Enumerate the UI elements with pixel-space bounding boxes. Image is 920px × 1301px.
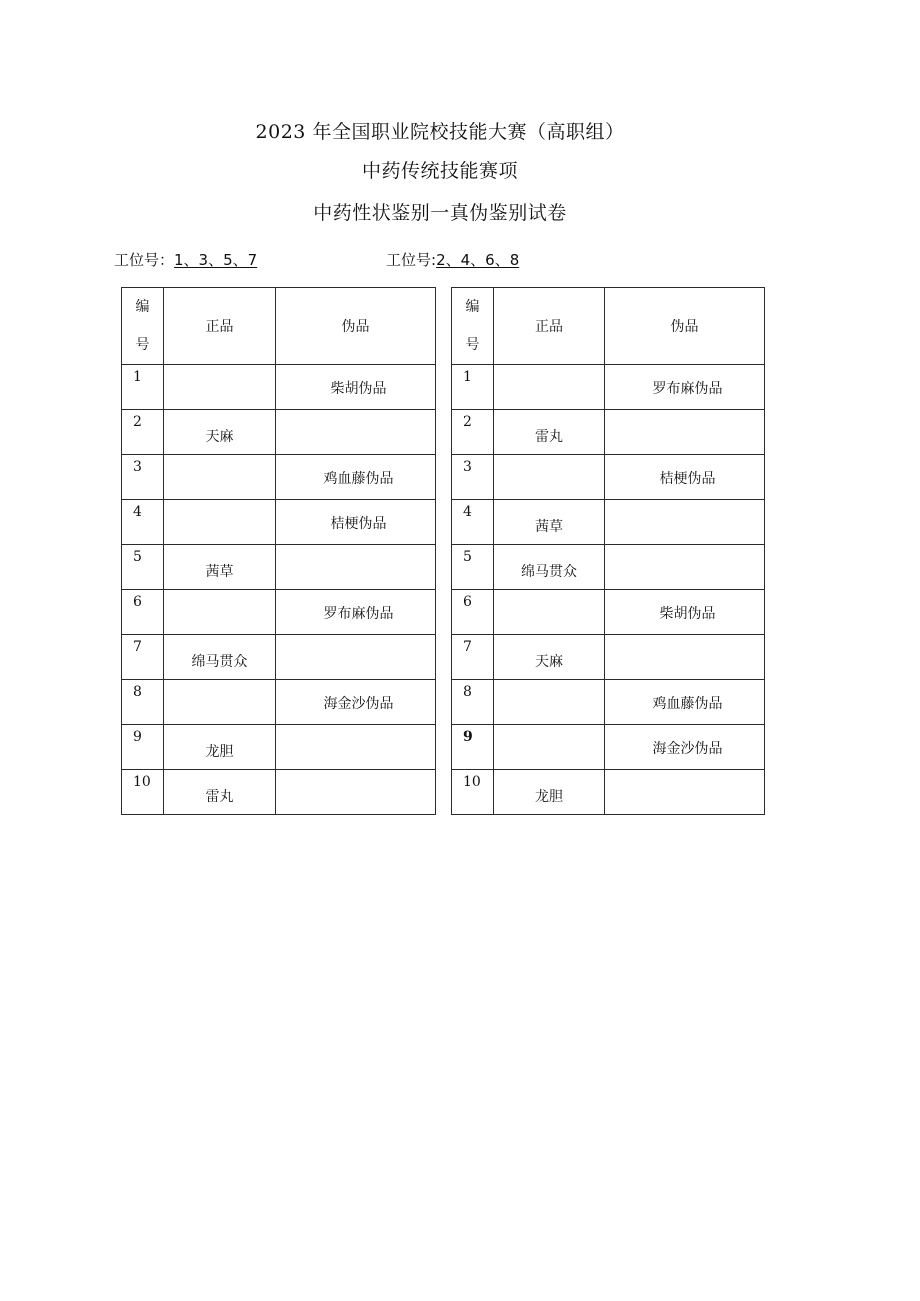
station-left-numbers: 1、3、5、7 xyxy=(174,251,258,269)
document-title-exam: 中药性状鉴别一真伪鉴别试卷 xyxy=(313,202,567,224)
row-genuine: 绵马贯众 xyxy=(494,545,605,590)
row-genuine: 绵马贯众 xyxy=(164,635,276,680)
row-genuine: 茜草 xyxy=(494,500,605,545)
station-right xyxy=(386,249,519,270)
table-row xyxy=(452,635,765,680)
row-fake xyxy=(276,410,436,455)
table-row xyxy=(452,455,765,500)
table-row xyxy=(122,365,436,410)
row-number: 8 xyxy=(452,680,494,725)
row-genuine xyxy=(164,500,276,545)
row-number: 9 xyxy=(452,725,494,770)
row-genuine xyxy=(494,680,605,725)
row-genuine xyxy=(164,455,276,500)
document-title-event: 中药传统技能赛项 xyxy=(361,160,518,182)
row-genuine xyxy=(494,725,605,770)
row-genuine: 天麻 xyxy=(164,410,276,455)
header-number xyxy=(122,288,164,365)
row-genuine xyxy=(164,680,276,725)
row-fake: 桔梗伪品 xyxy=(276,500,436,545)
table-row xyxy=(122,410,436,455)
table-row xyxy=(452,770,765,815)
row-fake: 鸡血藤伪品 xyxy=(605,680,765,725)
row-fake xyxy=(605,500,765,545)
left-answer-table xyxy=(121,287,436,815)
table-row xyxy=(122,725,436,770)
row-genuine: 茜草 xyxy=(164,545,276,590)
table-header-row xyxy=(122,288,436,365)
row-genuine xyxy=(494,590,605,635)
header-number-top: 编 xyxy=(465,299,480,315)
table-row xyxy=(122,770,436,815)
table-row xyxy=(122,590,436,635)
row-fake xyxy=(605,545,765,590)
header-number-bottom: 号 xyxy=(465,337,480,353)
row-genuine: 龙胆 xyxy=(164,725,276,770)
table-row xyxy=(122,500,436,545)
row-number: 3 xyxy=(122,455,164,500)
row-fake: 罗布麻伪品 xyxy=(276,590,436,635)
table-row xyxy=(122,455,436,500)
row-number: 2 xyxy=(452,410,494,455)
station-right-label: 工位号: xyxy=(386,251,437,269)
row-number: 2 xyxy=(122,410,164,455)
row-genuine: 雷丸 xyxy=(164,770,276,815)
row-number: 6 xyxy=(452,590,494,635)
row-genuine xyxy=(494,365,605,410)
row-number: 3 xyxy=(452,455,494,500)
header-fake: 伪品 xyxy=(605,288,765,365)
table-row xyxy=(452,410,765,455)
row-fake xyxy=(605,635,765,680)
row-genuine: 雷丸 xyxy=(494,410,605,455)
table-row xyxy=(452,545,765,590)
header-fake: 伪品 xyxy=(276,288,436,365)
row-genuine xyxy=(164,365,276,410)
row-fake: 柴胡伪品 xyxy=(605,590,765,635)
table-row xyxy=(452,680,765,725)
row-number: 7 xyxy=(452,635,494,680)
row-fake: 柴胡伪品 xyxy=(276,365,436,410)
row-genuine: 龙胆 xyxy=(494,770,605,815)
station-right-numbers: 2、4、6、8 xyxy=(436,251,520,269)
table-row xyxy=(122,680,436,725)
table-header-row xyxy=(452,288,765,365)
row-number: 4 xyxy=(122,500,164,545)
row-fake xyxy=(605,770,765,815)
right-answer-table xyxy=(451,287,765,815)
row-number: 5 xyxy=(122,545,164,590)
row-fake xyxy=(276,725,436,770)
row-genuine xyxy=(164,590,276,635)
header-number xyxy=(452,288,494,365)
row-fake: 桔梗伪品 xyxy=(605,455,765,500)
header-number-top: 编 xyxy=(135,299,150,315)
row-fake: 鸡血藤伪品 xyxy=(276,455,436,500)
document-title-competition: 2023 年全国职业院校技能大赛（高职组） xyxy=(255,121,625,143)
row-number: 5 xyxy=(452,545,494,590)
header-genuine: 正品 xyxy=(164,288,276,365)
row-number: 4 xyxy=(452,500,494,545)
row-number: 8 xyxy=(122,680,164,725)
table-row xyxy=(122,545,436,590)
row-number: 1 xyxy=(452,365,494,410)
row-number: 6 xyxy=(122,590,164,635)
row-number: 9 xyxy=(122,725,164,770)
row-fake: 罗布麻伪品 xyxy=(605,365,765,410)
header-number-bottom: 号 xyxy=(135,337,150,353)
table-row xyxy=(452,365,765,410)
table-row xyxy=(452,590,765,635)
table-row xyxy=(122,635,436,680)
row-number: 10 xyxy=(122,770,164,815)
row-number: 1 xyxy=(122,365,164,410)
table-row xyxy=(452,725,765,770)
row-number: 10 xyxy=(452,770,494,815)
row-fake xyxy=(276,635,436,680)
row-fake: 海金沙伪品 xyxy=(276,680,436,725)
station-left-label: 工位号： xyxy=(114,251,175,269)
row-fake xyxy=(276,545,436,590)
row-fake: 海金沙伪品 xyxy=(605,725,765,770)
row-genuine: 天麻 xyxy=(494,635,605,680)
row-fake xyxy=(276,770,436,815)
table-row xyxy=(452,500,765,545)
header-genuine: 正品 xyxy=(494,288,605,365)
row-fake xyxy=(605,410,765,455)
station-left xyxy=(114,249,257,270)
row-number: 7 xyxy=(122,635,164,680)
row-genuine xyxy=(494,455,605,500)
